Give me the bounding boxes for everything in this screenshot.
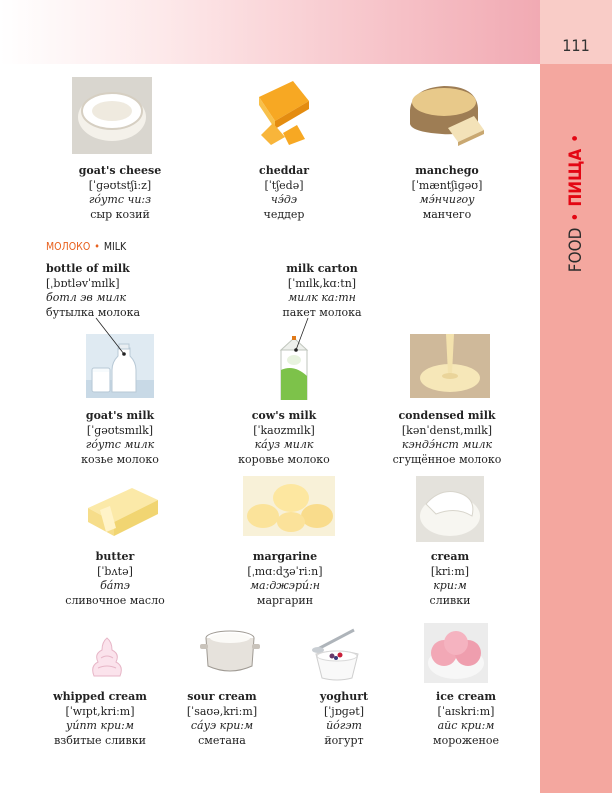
transliteration: бáтэ: [100, 579, 130, 592]
word-en: yoghurt: [319, 690, 369, 703]
section-title: [566, 128, 586, 272]
word-en: margarine: [252, 550, 318, 563]
leader-dot-bottle: [122, 352, 126, 356]
transliteration: сáуэ кри:м: [190, 719, 254, 732]
word-ru: чеддер: [263, 207, 305, 221]
transcription: [ˌbɒtləvˈmɪlk]: [46, 276, 120, 290]
transliteration: милк ка:тн: [288, 291, 356, 304]
section-title-en: FOOD: [566, 227, 586, 273]
word-ru: сметана: [198, 733, 246, 747]
transliteration: чэ́дэ: [270, 193, 298, 206]
word-ru: маргарин: [256, 593, 314, 607]
leader-line-bottle: [96, 318, 124, 354]
transliteration: кáуз милк: [254, 438, 314, 451]
transcription: [ˈaɪskriːm]: [437, 704, 495, 718]
leader-dot-carton: [294, 348, 298, 352]
section-title-ru: ПИЩА: [566, 148, 586, 207]
transcription: [ˈɡəʊtsmɪlk]: [86, 423, 154, 437]
word-en: milk carton: [286, 262, 358, 275]
transcription: [ˈkaʊzmɪlk]: [253, 423, 315, 437]
subsection-ru: МОЛОКО: [46, 241, 91, 253]
word-en: bottle of milk: [46, 262, 130, 275]
word-ru: сыр козий: [90, 207, 150, 221]
word-ru: бутылка молока: [46, 305, 141, 319]
word-en: condensed milk: [398, 409, 496, 422]
word-ru: сливочное масло: [65, 593, 165, 607]
transliteration: кэндэ́нст милк: [401, 438, 493, 451]
leader-line-carton: [296, 318, 308, 350]
transliteration: ма:джэрú:н: [249, 579, 321, 592]
word-en: butter: [95, 550, 135, 563]
transliteration: уúпт кри:м: [66, 719, 134, 732]
subsection-en: MILK: [103, 241, 127, 253]
transliteration: кри:м: [433, 579, 467, 592]
word-en: sour cream: [187, 690, 257, 703]
word-en: cow's milk: [251, 409, 317, 422]
word-ru: взбитые сливки: [54, 733, 146, 747]
word-en: manchego: [415, 164, 479, 177]
word-en: cream: [430, 550, 470, 563]
section-trailing-dot: •: [566, 133, 586, 143]
transliteration: йóгэт: [326, 719, 362, 732]
transcription: [ˈmæntʃiɡəʊ]: [411, 178, 483, 192]
transliteration: ботл эв милк: [46, 291, 127, 304]
word-ru: манчего: [422, 207, 472, 221]
transcription: [ˈmɪlk,kɑːtn]: [287, 276, 357, 290]
word-en: ice cream: [436, 690, 496, 703]
word-ru: йогурт: [324, 733, 364, 747]
transcription: [ˈjɒɡət]: [323, 704, 365, 718]
transcription: [ˈtʃedə]: [264, 178, 304, 192]
transliteration: гóутс милк: [85, 438, 155, 451]
transcription: [ˈwɪpt,kriːm]: [65, 704, 135, 718]
word-ru: коровье молоко: [238, 452, 330, 466]
transliteration: гóутс чи:з: [88, 193, 152, 206]
word-en: whipped cream: [53, 690, 147, 703]
transcription: [kənˈdenst,mɪlk]: [401, 423, 493, 437]
transcription: [ˈɡəʊtstʃiːz]: [88, 178, 152, 192]
word-ru: сгущённое молоко: [392, 452, 502, 466]
word-en: goat's cheese: [78, 164, 162, 177]
transcription: [ˈbʌtə]: [97, 564, 133, 578]
transliteration: айс кри:м: [437, 719, 495, 732]
word-ru: сливки: [429, 593, 471, 607]
word-ru: мороженое: [433, 733, 499, 747]
page-number: 111: [562, 36, 590, 55]
word-en: cheddar: [259, 164, 309, 177]
word-ru: пакет молока: [282, 305, 362, 319]
section-separator: •: [566, 212, 586, 222]
transcription: [kriːm]: [430, 564, 470, 578]
side-band: [540, 0, 612, 793]
transcription: [ˈsaʊə,kriːm]: [186, 704, 258, 718]
word-en: goat's milk: [85, 409, 155, 422]
word-ru: козье молоко: [81, 452, 159, 466]
transliteration: мэ́нчигоу: [419, 193, 475, 206]
transcription: [ˌmɑːdʒəˈriːn]: [247, 564, 323, 578]
subsection-separator: •: [94, 241, 100, 253]
